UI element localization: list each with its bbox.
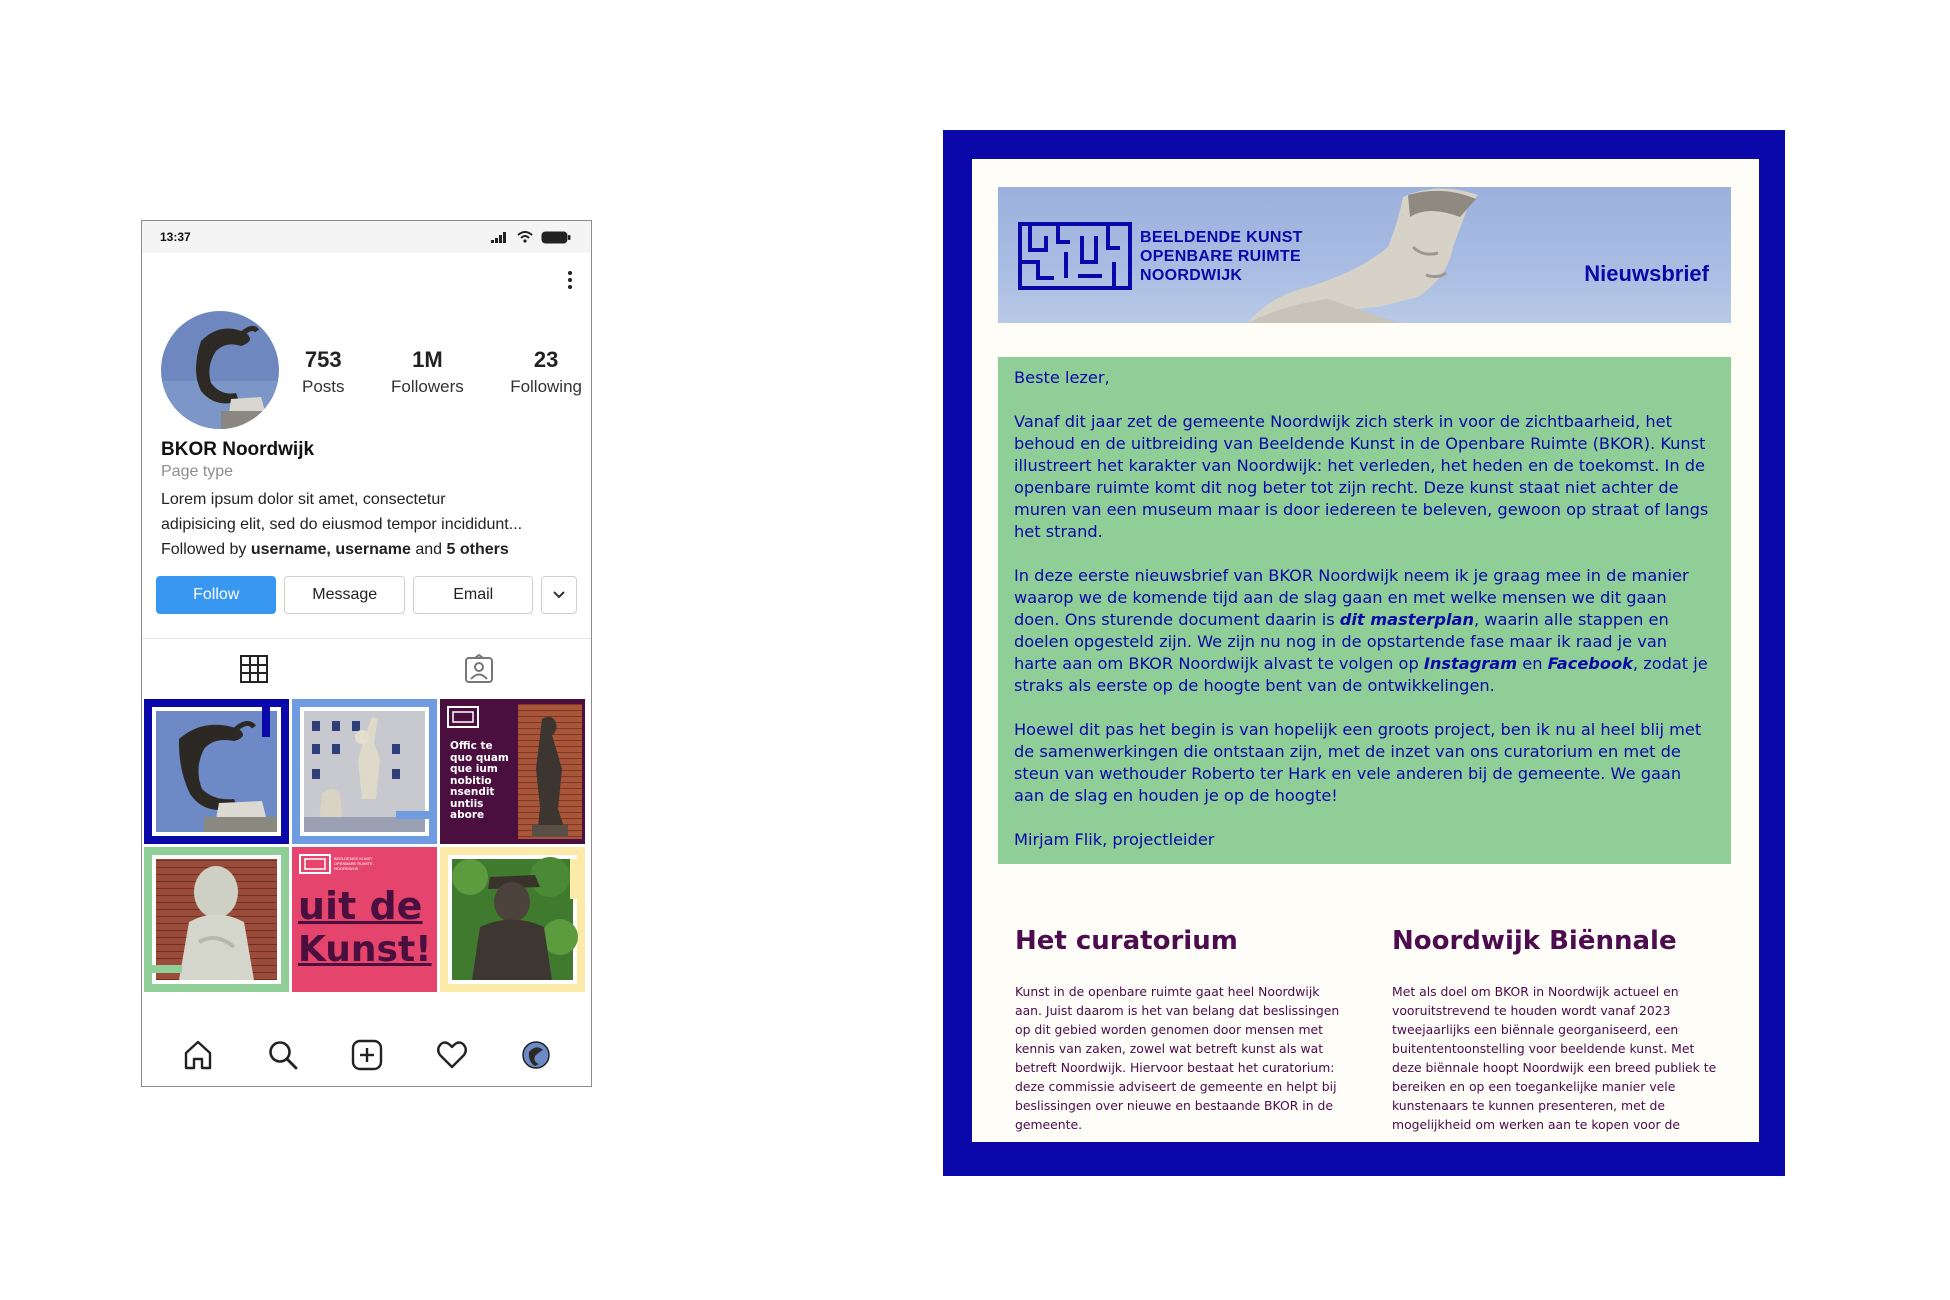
profile-tabs <box>142 638 591 699</box>
chevron-down-icon <box>552 590 566 600</box>
follow-button[interactable]: Follow <box>156 576 276 614</box>
followers-stat[interactable]: 1M Followers <box>390 347 464 396</box>
tab-grid[interactable] <box>142 639 367 699</box>
status-time: 13:37 <box>160 230 191 244</box>
curatorium-section <box>1015 926 1340 1134</box>
tab-tagged[interactable] <box>367 639 592 699</box>
followed-by[interactable]: Followed by username, username and 5 others <box>161 541 509 558</box>
section-text: Met als doel om BKOR in Noordwijk actueel en vooruitstrevend te houden wordt vanaf 2023 tweejaarlijks een biënnale georganiseerd, een buitententoonstelling voor beeldende kunst. Met deze biënnale hoopt Noordwijk een breed publiek te bereiken en op een toegankelijke manier vele kunstenaars te kunnen presenteren, met de mogelijkheid om werken aan te kopen voor de <box>1392 984 1717 1132</box>
post-poster-uit-de-kunst[interactable] <box>292 847 437 992</box>
add-icon[interactable] <box>351 1039 383 1071</box>
banner-org-name: BEELDENDE KUNST OPENBARE RUIMTE NOORDWIJK <box>1140 229 1303 284</box>
home-icon[interactable] <box>182 1039 214 1071</box>
post3-text: Offic te quo quam que ium nobitio nsendit untiis abore <box>450 740 509 821</box>
letter-signature: Mirjam Flik, projectleider <box>1014 830 1215 849</box>
post-poster-text[interactable] <box>440 699 585 844</box>
newsletter-page <box>972 159 1759 1142</box>
letter-paragraph: Hoewel dit pas het begin is van hopelijk een groots project, ben ik nu al heel blij met de samenwerkingen die ontstaan zijn, met de inzet van ons curatorium en met de steun van wethouder Roberto ter Hark en vele anderen bij de gemeente. We gaan aan de slag en houden je op de hoogte! <box>1014 720 1702 805</box>
masterplan-link[interactable]: dit masterplan <box>1339 610 1474 629</box>
instagram-link[interactable]: Instagram <box>1423 654 1518 673</box>
wifi-icon <box>517 231 533 243</box>
newsletter-banner <box>998 187 1731 323</box>
suggested-dropdown-button[interactable] <box>541 576 577 614</box>
search-icon[interactable] <box>267 1039 299 1071</box>
profile-name: BKOR Noordwijk <box>161 439 315 460</box>
profile-icon[interactable] <box>521 1040 551 1070</box>
profile-header <box>142 309 591 429</box>
battery-icon <box>541 231 571 244</box>
instagram-phone-mockup <box>141 220 592 1087</box>
intro-letter <box>998 357 1731 864</box>
section-title: Het curatorium <box>1015 926 1238 956</box>
newsletter-title: Nieuwsbrief <box>1584 261 1709 286</box>
letter-paragraph: In deze eerste nieuwsbrief van BKOR Noordwijk neem ik je graag mee in de manier waarop we de komende tijd aan de slag gaan en met welke mensen we dit gaan doen. Ons sturende document daarin is dit masterplan, waarin alle stappen en doelen opgesteld zijn. We zijn nu nog in de opstartende fase maar ik raad je van harte aan om BKOR Noordwijk alvast te volgen op Instagram en Facebook, zodat je straks als eerste op de hoogte bent van de ontwikkelingen. <box>1014 566 1708 695</box>
signal-icon <box>491 231 509 243</box>
message-button[interactable]: Message <box>284 576 404 614</box>
email-button[interactable]: Email <box>413 576 533 614</box>
post-thumbnail[interactable] <box>440 847 585 992</box>
post-thumbnail[interactable] <box>144 699 289 844</box>
post-thumbnail[interactable] <box>292 699 437 844</box>
avatar[interactable] <box>161 311 279 429</box>
profile-bio <box>142 429 591 562</box>
following-stat[interactable]: 23 Following <box>510 347 582 396</box>
bkor-logo <box>1018 222 1132 290</box>
profile-type: Page type <box>161 463 234 480</box>
letter-paragraph: Vanaf dit jaar zet de gemeente Noordwijk zich sterk in voor de zichtbaarheid, het behoud en de uitbreiding van Beeldende Kunst in de Openbare Ruimte (BKOR). Kunst illustreert het karakter van Noordwijk: het verleden, het heden en de toekomst. In de openbare ruimte komt dit nog beter tot zijn recht. Deze kunst staat niet achter de muren van een museum maar is door iedereen te beleven, gewoon op straat of langs het strand. <box>1014 412 1709 541</box>
bottom-nav <box>142 1024 591 1086</box>
grid-icon <box>240 655 268 683</box>
tagged-icon <box>464 654 494 684</box>
status-bar <box>142 221 591 253</box>
newsletter-frame <box>943 130 1785 1176</box>
posts-stat[interactable]: 753 Posts <box>302 347 345 396</box>
biennale-section <box>1392 926 1717 1134</box>
post-thumbnail[interactable] <box>144 847 289 992</box>
letter-greeting: Beste lezer, <box>1014 368 1110 387</box>
post5-headline-1: uit de <box>298 884 423 928</box>
more-vertical-icon[interactable] <box>567 271 573 292</box>
section-text: Kunst in de openbare ruimte gaat heel Noordwijk aan. Juist daarom is het van belang dat beslissingen op dit gebied worden genomen door mensen met kennis van zaken, zowel wat betreft kunst als wat betreft Noordwijk. Hiervoor bestaat het curatorium: deze commissie adviseert de gemeente en helpt bij beslissingen over nieuwe en bestaande BKOR in de gemeente. <box>1015 984 1340 1132</box>
profile-top-bar <box>142 253 591 309</box>
post5-headline-2: Kunst! <box>298 929 432 970</box>
section-title: Noordwijk Biënnale <box>1392 926 1677 956</box>
post5-small-text: BEELDENDE KUNST OPENBARE RUIMTE NOORDWIJK <box>334 856 373 871</box>
bio-text: Lorem ipsum dolor sit amet, consectetur adipisicing elit, sed do eiusmod tempor incididunt... <box>161 491 523 533</box>
profile-actions <box>142 576 591 614</box>
facebook-link[interactable]: Facebook <box>1547 654 1633 673</box>
heart-icon[interactable] <box>436 1039 468 1071</box>
posts-grid <box>142 699 591 992</box>
